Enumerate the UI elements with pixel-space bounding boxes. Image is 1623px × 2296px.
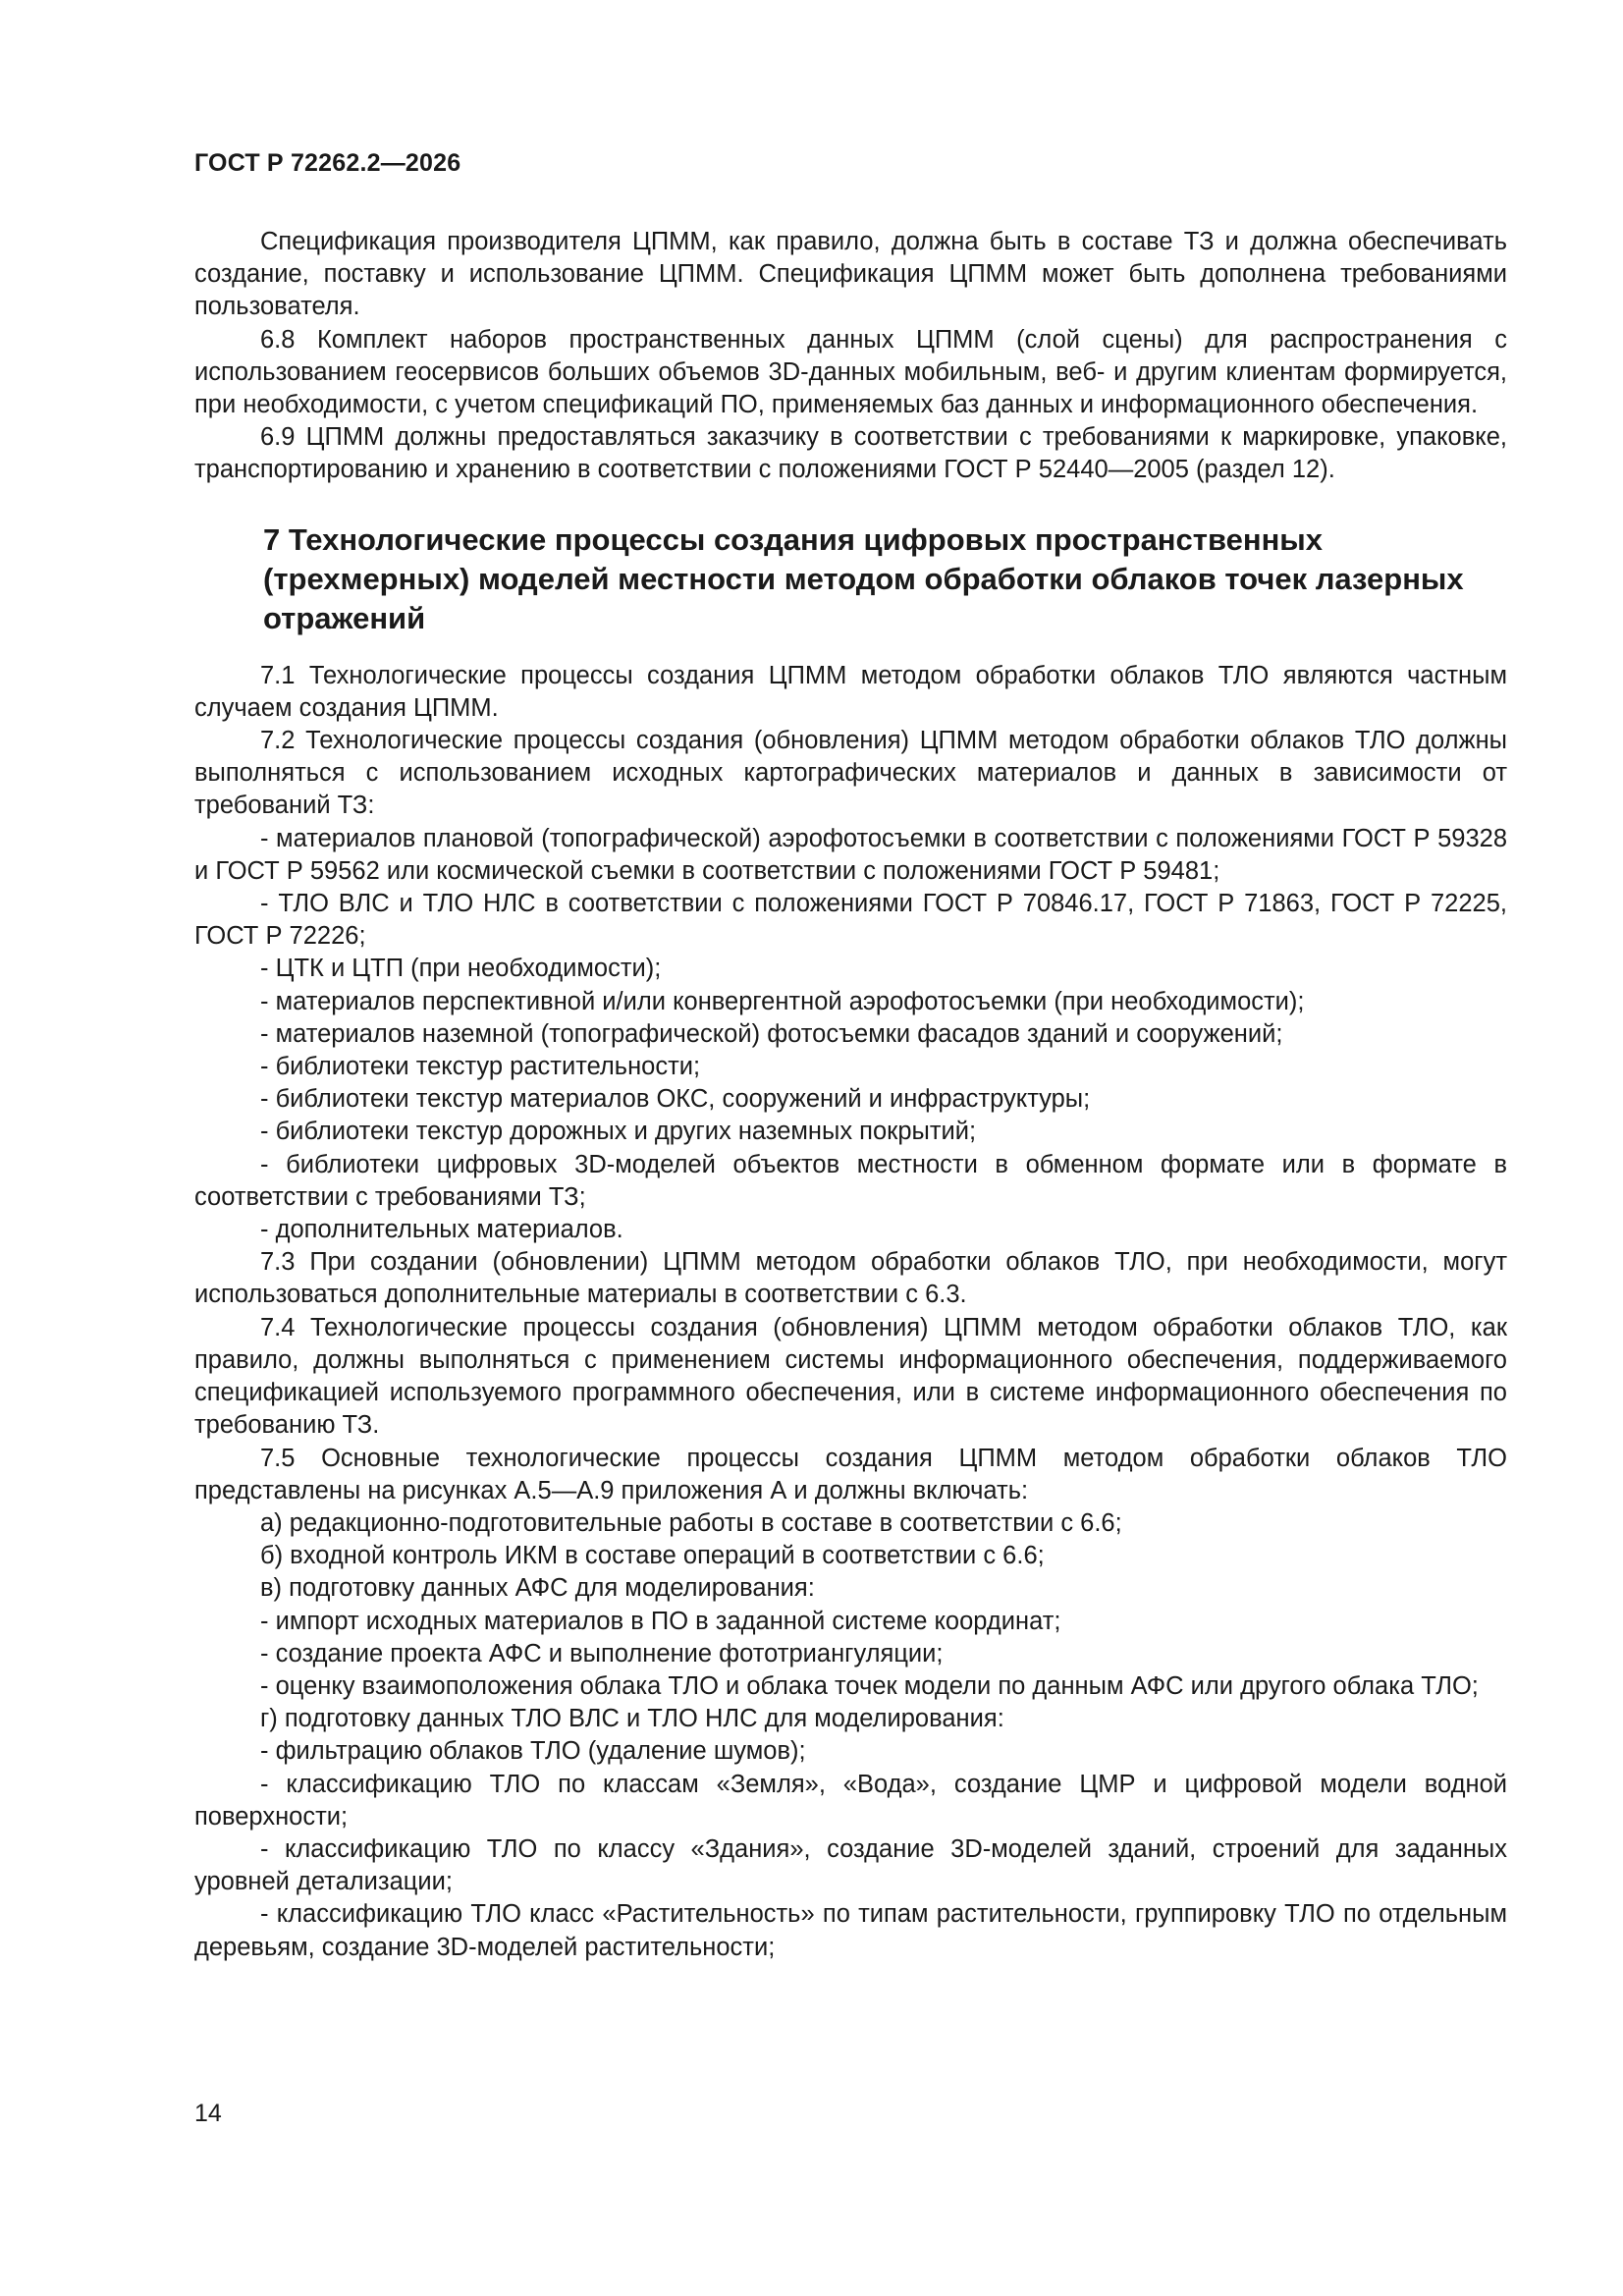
list-item: - библиотеки цифровых 3D-моделей объектов местности в обменном формате или в формате в соответствии с требованиями ТЗ;	[194, 1150, 1507, 1211]
list-item: - классификацию ТЛО по классам «Земля», «Вода», создание ЦМР и цифровой модели водной поверхности;	[194, 1770, 1507, 1831]
paragraph: 7.5 Основные технологические процессы создания ЦПММ методом обработки облаков ТЛО представлены на рисунках А.5—А.9 приложения А и должны включать:	[194, 1444, 1507, 1504]
paragraph: 6.9 ЦПММ должны предоставляться заказчику в соответствии с требованиями к маркировке, упаковке, транспортированию и хранению в соответствии с положениями ГОСТ Р 52440—2005 (раздел 12).	[194, 423, 1507, 484]
list-item: - материалов наземной (топографической) фотосъемки фасадов зданий и сооружений;	[260, 1019, 1283, 1048]
paragraph: 7.2 Технологические процессы создания (обновления) ЦПММ методом обработки облаков ТЛО должны выполняться с использованием исходных картографических материалов и данных в зависимости от требований ТЗ:	[194, 727, 1507, 820]
document-body	[194, 226, 1507, 1964]
paragraph: 7.3 При создании (обновлении) ЦПММ методом обработки облаков ТЛО, при необходимости, могут использоваться дополнительные материалы в соответствии с 6.3.	[194, 1248, 1507, 1309]
list-item: а) редакционно-подготовительные работы в составе в соответствии с 6.6;	[260, 1508, 1122, 1537]
list-item: б) входной контроль ИКМ в составе операций в соответствии с 6.6;	[260, 1542, 1045, 1570]
list-item: - ТЛО ВЛС и ТЛО НЛС в соответствии с положениями ГОСТ Р 70846.17, ГОСТ Р 71863, ГОСТ Р 72225, ГОСТ Р 72226;	[194, 890, 1507, 951]
list-item: - импорт исходных материалов в ПО в заданной системе координат;	[260, 1607, 1061, 1635]
list-item: - библиотеки текстур дорожных и других наземных покрытий;	[260, 1118, 977, 1146]
list-item: - ЦТК и ЦТП (при необходимости);	[260, 955, 662, 983]
paragraph: 7.4 Технологические процессы создания (обновления) ЦПММ методом обработки облаков ТЛО, как правило, должны выполняться с применением системы информационного обеспечения, поддерживаемого спецификацией используемого программного обеспечения, или в системе информационного обеспечения по требованию ТЗ.	[194, 1313, 1507, 1440]
document-header: ГОСТ Р 72262.2—2026	[194, 149, 461, 177]
list-item: - библиотеки текстур растительности;	[260, 1053, 701, 1081]
list-item: - классификацию ТЛО по классу «Здания», создание 3D-моделей зданий, строений для заданных уровней детализации;	[194, 1834, 1507, 1896]
list-item: - оценку взаимоположения облака ТЛО и облака точек модели по данным АФС или другого облака ТЛО;	[260, 1671, 1479, 1700]
list-item: - фильтрацию облаков ТЛО (удаление шумов);	[260, 1737, 806, 1766]
list-item: - классификацию ТЛО класс «Растительность» по типам растительности, группировку ТЛО по отдельным деревьям, создание 3D-моделей растительности;	[194, 1900, 1507, 1961]
section-heading: 7 Технологические процессы создания цифровых пространственных (трехмерных) моделей местности методом обработки облаков точек лазерных отражений	[263, 521, 1464, 635]
list-item: - создание проекта АФС и выполнение фототриангуляции;	[260, 1639, 944, 1667]
list-item: - библиотеки текстур материалов ОКС, сооружений и инфраструктуры;	[260, 1085, 1091, 1114]
paragraph: 6.8 Комплект наборов пространственных данных ЦПММ (слой сцены) для распространения с использованием геосервисов больших объемов 3D-данных мобильным, веб- и другим клиентам формируется, при необходимости, с учетом спецификаций ПО, применяемых баз данных и информационного обеспечения.	[194, 325, 1507, 419]
list-item: - материалов перспективной и/или конвергентной аэрофотосъемки (при необходимости);	[260, 987, 1305, 1015]
paragraph: Спецификация производителя ЦПММ, как правило, должна быть в составе ТЗ и должна обеспечивать создание, поставку и использование ЦПММ. Спецификация ЦПММ может быть дополнена требованиями пользователя.	[194, 228, 1507, 321]
list-item: в) подготовку данных АФС для моделирования:	[260, 1574, 815, 1603]
page-number: 14	[194, 2100, 222, 2127]
paragraph: 7.1 Технологические процессы создания ЦПММ методом обработки облаков ТЛО являются частным случаем создания ЦПММ.	[194, 661, 1507, 722]
list-item: - материалов плановой (топографической) аэрофотосъемки в соответствии с положениями ГОСТ Р 59328 и ГОСТ Р 59562 или космической съемки в соответствии с положениями ГОСТ Р 59481;	[194, 824, 1507, 885]
list-item: г) подготовку данных ТЛО ВЛС и ТЛО НЛС для моделирования:	[260, 1705, 1004, 1733]
list-item: - дополнительных материалов.	[260, 1216, 623, 1244]
